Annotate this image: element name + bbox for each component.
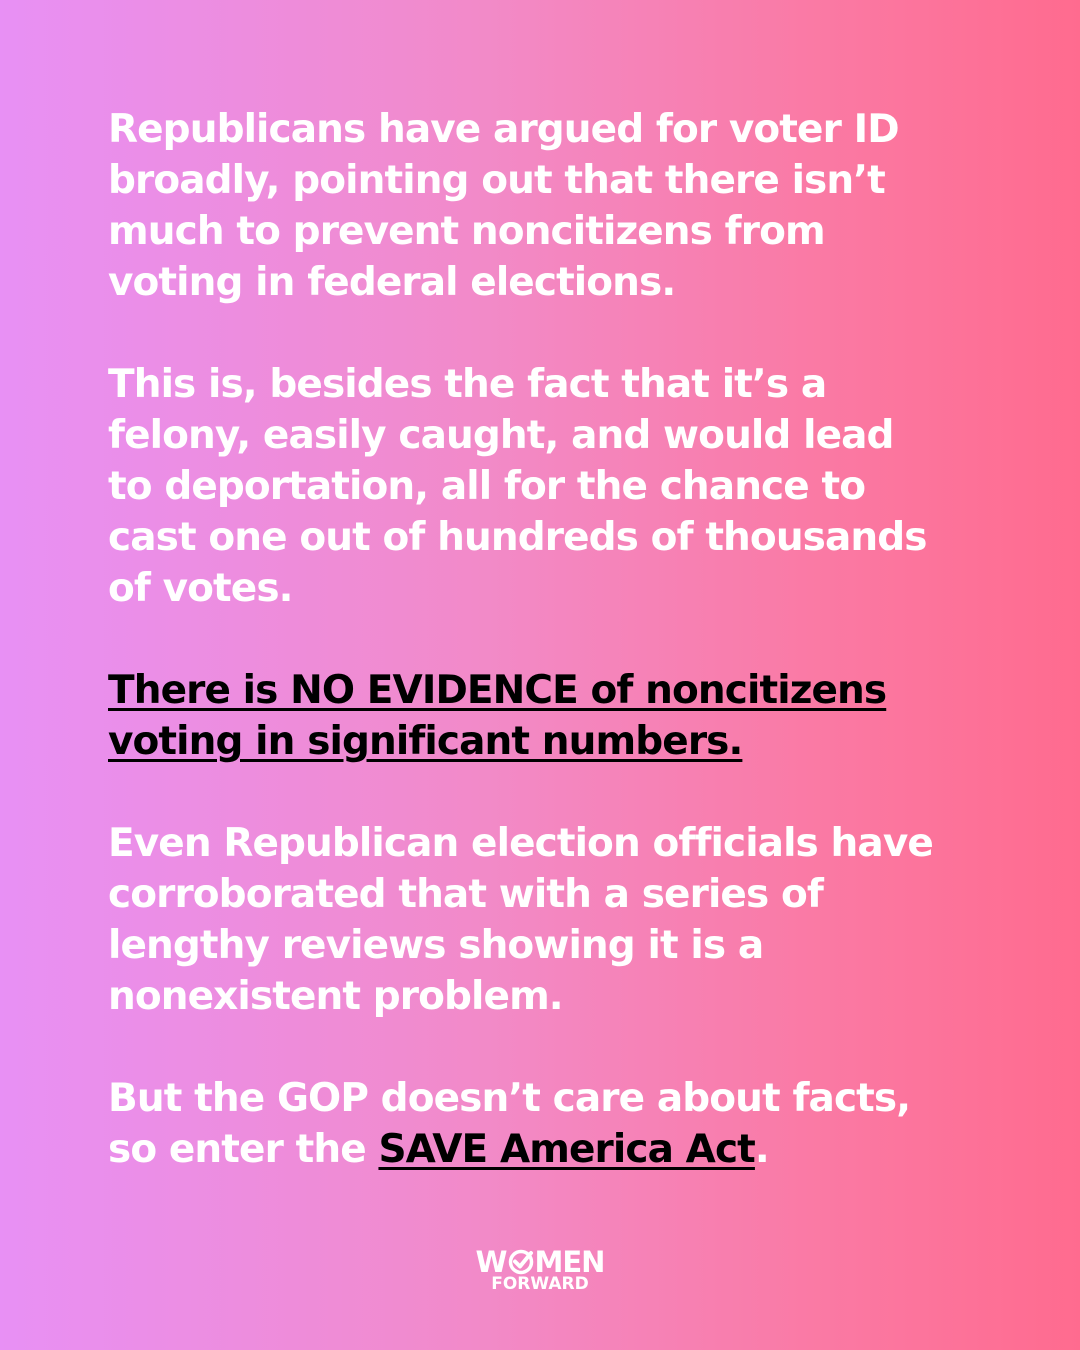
save-america-act-link[interactable]: SAVE America Act <box>378 1127 755 1172</box>
text-line: much to prevent noncitizens from <box>108 209 825 254</box>
text-line: felony, easily caught, and would lead <box>108 413 894 458</box>
text-fragment: . <box>754 1127 769 1172</box>
text-line: broadly, pointing out that there isn’t <box>108 158 885 203</box>
text-line: voting in federal elections. <box>108 260 676 305</box>
text-line <box>108 1124 1008 1175</box>
text-fragment: so enter the <box>108 1127 379 1172</box>
text-line: Even Republican election officials have <box>108 821 933 866</box>
text-line: But the GOP doesn’t care about facts, <box>108 1076 911 1121</box>
text-line: corroborated that with a series of <box>108 872 823 917</box>
paragraph-no-evidence-link[interactable] <box>108 665 1008 767</box>
body-text <box>108 104 1008 1226</box>
text-line: Republicans have argued for voter ID <box>108 107 899 152</box>
women-forward-logo <box>0 1246 1080 1292</box>
text-line: of votes. <box>108 566 293 611</box>
text-line: This is, besides the fact that it’s a <box>108 362 827 407</box>
paragraph-save-act <box>108 1073 1008 1175</box>
paragraph-officials-reviews <box>108 818 1008 1022</box>
text-line[interactable]: There is NO EVIDENCE of noncitizens <box>108 668 887 713</box>
text-line: cast one out of hundreds of thousands <box>108 515 927 560</box>
logo-letters: MEN <box>534 1245 605 1279</box>
logo-wordmark-bottom: FORWARD <box>491 1274 589 1294</box>
text-line: nonexistent problem. <box>108 974 563 1019</box>
text-line[interactable]: voting in significant numbers. <box>108 719 743 764</box>
paragraph-felony-risk <box>108 359 1008 614</box>
checkmark-in-circle-icon <box>508 1249 534 1275</box>
paragraph-voter-id-argument <box>108 104 1008 308</box>
logo-letter: W <box>475 1245 507 1279</box>
text-line: lengthy reviews showing it is a <box>108 923 764 968</box>
text-line: to deportation, all for the chance to <box>108 464 866 509</box>
